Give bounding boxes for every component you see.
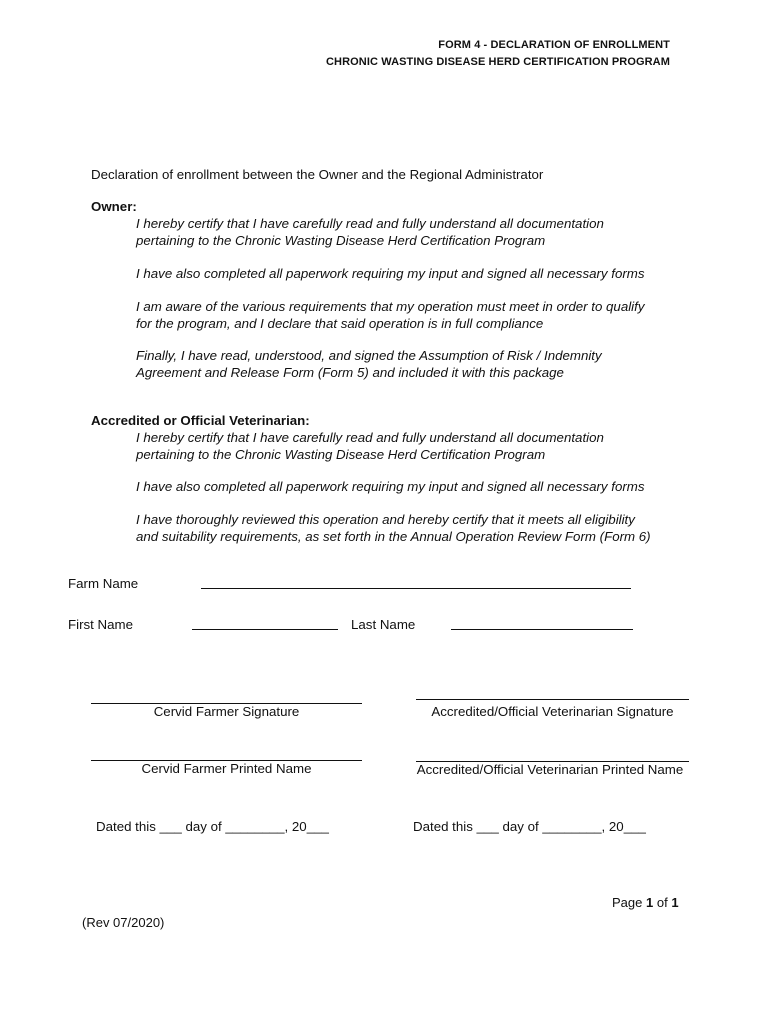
first-name-field[interactable] bbox=[192, 629, 338, 630]
first-name-label: First Name bbox=[68, 617, 134, 632]
owner-statements bbox=[136, 215, 604, 249]
form-title-text: FORM 4 - DECLARATION OF ENROLLMENT bbox=[438, 39, 670, 51]
revision-label: (Rev 07/2020) bbox=[82, 915, 165, 930]
owner-statement-4-line-2: Agreement and Release Form (Form 5) and included it with this package bbox=[136, 365, 564, 380]
owner-heading: Owner: bbox=[91, 199, 137, 214]
owner-statement-4 bbox=[136, 347, 602, 381]
vet-statement-2-line-1: I have also completed all paperwork requiring my input and signed all necessary forms bbox=[136, 479, 645, 494]
owner-statement-3 bbox=[136, 298, 644, 332]
page-current: 1 bbox=[646, 895, 654, 910]
farmer-signature-caption: Cervid Farmer Signature bbox=[153, 704, 300, 719]
owner-statement-2 bbox=[136, 265, 645, 282]
owner-statement-4-line-1: Finally, I have read, understood, and signed the Assumption of Risk / Indemnity bbox=[136, 348, 602, 363]
vet-statement-1-line-2: pertaining to the Chronic Wasting Disease Herd Certification Program bbox=[136, 447, 546, 462]
owner-statement-1-line-1: I hereby certify that I have carefully read and fully understand all documentation bbox=[136, 216, 604, 231]
vet-statement-2 bbox=[136, 478, 645, 495]
owner-statement-3-line-1: I am aware of the various requirements that my operation must meet in order to qualify bbox=[136, 299, 645, 314]
program-title-text: CHRONIC WASTING DISEASE HERD CERTIFICATION PROGRAM bbox=[326, 56, 670, 68]
vet-statement-1-line-1: I hereby certify that I have carefully read and fully understand all documentation bbox=[136, 430, 604, 445]
owner-statement-1-line-2: pertaining to the Chronic Wasting Disease Herd Certification Program bbox=[136, 233, 546, 248]
page-of: of bbox=[656, 895, 668, 910]
vet-dated-line[interactable]: Dated this ___ day of ________, 20___ bbox=[413, 819, 646, 834]
farmer-printed-name-caption: Cervid Farmer Printed Name bbox=[141, 761, 312, 776]
page-total: 1 bbox=[671, 895, 679, 910]
program-title bbox=[326, 56, 670, 68]
vet-statement-3-line-1: I have thoroughly reviewed this operation and hereby certify that it meets all eligibility bbox=[136, 512, 635, 527]
form-title bbox=[438, 39, 670, 51]
vet-signature-caption: Accredited/Official Veterinarian Signature bbox=[431, 704, 674, 719]
last-name-field[interactable] bbox=[451, 629, 633, 630]
farm-name-label: Farm Name bbox=[68, 576, 139, 591]
vet-statement-3 bbox=[136, 511, 651, 545]
vet-statement-3-line-2: and suitability requirements, as set forth in the Annual Operation Review Form (Form 6) bbox=[136, 529, 651, 544]
vet-statement-1 bbox=[136, 429, 604, 463]
owner-statement-3-line-2: for the program, and I declare that said operation is in full compliance bbox=[136, 316, 544, 331]
intro-text: Declaration of enrollment between the Owner and the Regional Administrator bbox=[91, 167, 544, 182]
page-number bbox=[612, 895, 679, 910]
page-word: Page bbox=[612, 895, 643, 910]
owner-statement-2-line-1: I have also completed all paperwork requiring my input and signed all necessary forms bbox=[136, 266, 645, 281]
farmer-dated-line[interactable]: Dated this ___ day of ________, 20___ bbox=[96, 819, 329, 834]
vet-heading: Accredited or Official Veterinarian: bbox=[91, 413, 310, 428]
vet-signature-field[interactable] bbox=[416, 699, 689, 700]
last-name-label: Last Name bbox=[351, 617, 416, 632]
vet-printed-name-caption: Accredited/Official Veterinarian Printed Name bbox=[416, 762, 684, 777]
farm-name-field[interactable] bbox=[201, 588, 631, 589]
